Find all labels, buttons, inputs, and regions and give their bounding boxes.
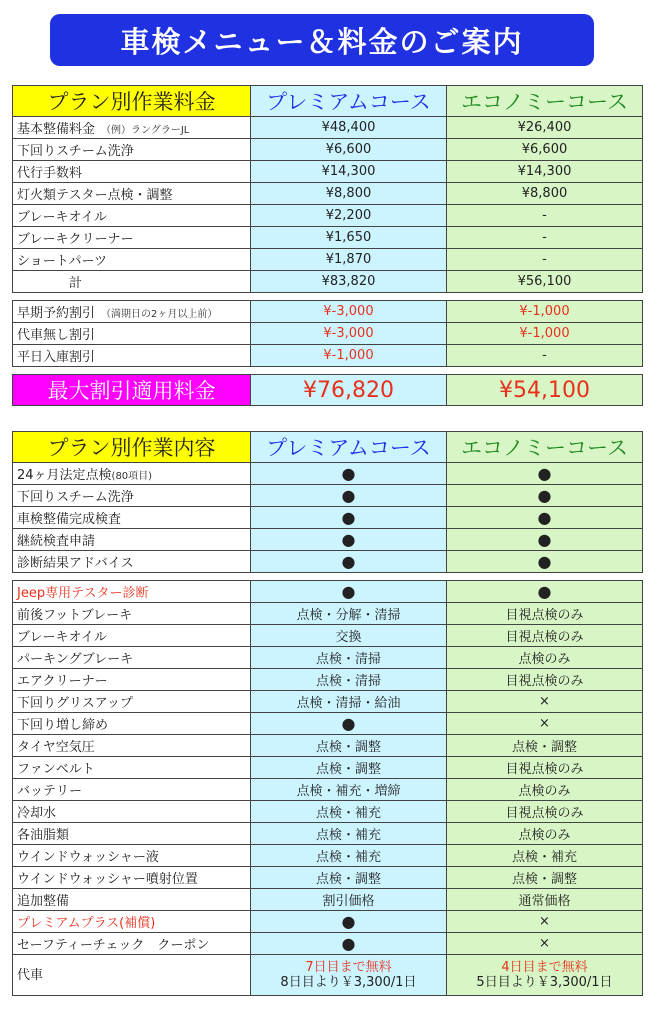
- loaner-car-row: [13, 955, 643, 996]
- table-row: [13, 139, 643, 161]
- economy-price: ¥8,800: [447, 183, 643, 205]
- premium-included-mark: ●: [251, 507, 447, 529]
- table-row: [13, 735, 643, 757]
- table-row: [13, 757, 643, 779]
- economy-value: 点検・調整: [447, 735, 643, 757]
- table-row: [13, 713, 643, 735]
- table-row: [13, 823, 643, 845]
- row-label: Jeep専用テスター診断: [13, 581, 251, 603]
- economy-price: -: [447, 249, 643, 271]
- premium-included-mark: ●: [251, 463, 447, 485]
- economy-included-mark: ●: [447, 507, 643, 529]
- table-row: [13, 779, 643, 801]
- row-label: ブレーキオイル: [13, 205, 251, 227]
- price-table-header: [13, 86, 643, 117]
- row-label: 基本整備料金 （例）ラングラーJL: [13, 117, 251, 139]
- premium-price: ¥8,800: [251, 183, 447, 205]
- row-label: 下回りスチーム洗浄: [13, 485, 251, 507]
- economy-value: 目視点検のみ: [447, 625, 643, 647]
- table-row: [13, 301, 643, 323]
- price-table: [12, 85, 643, 293]
- premium-price: ¥14,300: [251, 161, 447, 183]
- premium-value: 割引価格: [251, 889, 447, 911]
- row-label: エアクリーナー: [13, 669, 251, 691]
- row-label: ブレーキオイル: [13, 625, 251, 647]
- premium-price: ¥1,870: [251, 249, 447, 271]
- premium-value: 点検・補充・増締: [251, 779, 447, 801]
- table-row: [13, 603, 643, 625]
- premium-value: ●: [251, 581, 447, 603]
- premium-price: ¥2,200: [251, 205, 447, 227]
- row-label: 代行手数料: [13, 161, 251, 183]
- economy-value: 点検のみ: [447, 779, 643, 801]
- premium-discount: ¥-3,000: [251, 323, 447, 345]
- economy-included-mark: ●: [447, 529, 643, 551]
- table-row: [13, 551, 643, 573]
- table-row: [13, 183, 643, 205]
- row-label: セーフティーチェック クーポン: [13, 933, 251, 955]
- premium-value: 点検・調整: [251, 757, 447, 779]
- economy-total: ¥56,100: [447, 271, 643, 293]
- row-label: プレミアムプラス(補償): [13, 911, 251, 933]
- row-label: 継続検査申請: [13, 529, 251, 551]
- total-row: [13, 271, 643, 293]
- economy-value: 点検・調整: [447, 867, 643, 889]
- economy-value: ●: [447, 581, 643, 603]
- row-label: 下回り増し締め: [13, 713, 251, 735]
- header-premium: プレミアムコース: [251, 86, 447, 117]
- content-table-header: [13, 432, 643, 463]
- premium-value: ●: [251, 911, 447, 933]
- table-row: [13, 249, 643, 271]
- economy-included-mark: ●: [447, 485, 643, 507]
- premium-loaner-free: 7日目まで無料: [305, 960, 392, 975]
- premium-value: ●: [251, 933, 447, 955]
- max-discount-label: 最大割引適用料金: [13, 375, 251, 406]
- premium-loaner-car: [251, 955, 447, 996]
- max-discount-table: [12, 374, 643, 406]
- premium-value: 点検・清掃: [251, 669, 447, 691]
- economy-loaner-free: 4日目まで無料: [501, 960, 588, 975]
- premium-value: 点検・清掃・給油: [251, 691, 447, 713]
- economy-value: 点検のみ: [447, 647, 643, 669]
- row-label: 灯火類テスター点検・調整: [13, 183, 251, 205]
- table-row: [13, 507, 643, 529]
- premium-discount: ¥-3,000: [251, 301, 447, 323]
- premium-price: ¥6,600: [251, 139, 447, 161]
- table-row: [13, 529, 643, 551]
- table-row: [13, 161, 643, 183]
- table-row: [13, 463, 643, 485]
- economy-value: ×: [447, 713, 643, 735]
- row-label: タイヤ空気圧: [13, 735, 251, 757]
- row-label: 下回りスチーム洗浄: [13, 139, 251, 161]
- row-label: 早期予約割引 （満期日の2ヶ月以上前）: [13, 301, 251, 323]
- premium-price: ¥1,650: [251, 227, 447, 249]
- economy-value: 目視点検のみ: [447, 757, 643, 779]
- economy-value: 通常価格: [447, 889, 643, 911]
- row-label: ウインドウォッシャー噴射位置: [13, 867, 251, 889]
- economy-discount: ¥-1,000: [447, 323, 643, 345]
- premium-value: 点検・清掃: [251, 647, 447, 669]
- max-discount-economy: ¥54,100: [447, 375, 643, 406]
- table-row: [13, 581, 643, 603]
- economy-discount: ¥-1,000: [447, 301, 643, 323]
- row-label: 代車: [13, 955, 251, 996]
- total-label: 計: [13, 271, 251, 293]
- header-economy: エコノミーコース: [447, 432, 643, 463]
- table-row: [13, 485, 643, 507]
- row-label: 冷却水: [13, 801, 251, 823]
- row-label: 診断結果アドバイス: [13, 551, 251, 573]
- premium-included-mark: ●: [251, 485, 447, 507]
- table-row: [13, 911, 643, 933]
- row-label: 各油脂類: [13, 823, 251, 845]
- table-row: [13, 845, 643, 867]
- economy-value: ×: [447, 691, 643, 713]
- economy-loaner-car: [447, 955, 643, 996]
- table-row: [13, 691, 643, 713]
- row-label: パーキングブレーキ: [13, 647, 251, 669]
- discount-table: [12, 300, 643, 367]
- economy-price: ¥14,300: [447, 161, 643, 183]
- economy-value: 目視点検のみ: [447, 669, 643, 691]
- page-title: 車検メニュー＆料金のご案内: [50, 14, 594, 66]
- economy-value: ×: [447, 911, 643, 933]
- header-economy: エコノミーコース: [447, 86, 643, 117]
- table-row: [13, 889, 643, 911]
- row-label: 24ヶ月法定点検(80項目): [13, 463, 251, 485]
- table-row: [13, 345, 643, 367]
- premium-value: 点検・補充: [251, 801, 447, 823]
- table-row: [13, 205, 643, 227]
- table-row: [13, 117, 643, 139]
- table-row: [13, 867, 643, 889]
- economy-included-mark: ●: [447, 551, 643, 573]
- premium-value: 点検・補充: [251, 845, 447, 867]
- row-label: 下回りグリスアップ: [13, 691, 251, 713]
- row-label: 追加整備: [13, 889, 251, 911]
- content-table: [12, 431, 643, 573]
- economy-loaner-fee: 5日目より￥3,300/1日: [476, 975, 613, 990]
- economy-price: -: [447, 205, 643, 227]
- economy-value: 点検のみ: [447, 823, 643, 845]
- row-label: 前後フットブレーキ: [13, 603, 251, 625]
- premium-loaner-fee: 8日目より￥3,300/1日: [280, 975, 417, 990]
- premium-value: 点検・調整: [251, 735, 447, 757]
- premium-price: ¥48,400: [251, 117, 447, 139]
- premium-included-mark: ●: [251, 551, 447, 573]
- economy-discount: -: [447, 345, 643, 367]
- row-label: ファンベルト: [13, 757, 251, 779]
- premium-value: 点検・補充: [251, 823, 447, 845]
- economy-value: 点検・補充: [447, 845, 643, 867]
- row-label: 車検整備完成検査: [13, 507, 251, 529]
- premium-value: 点検・調整: [251, 867, 447, 889]
- row-label: ウインドウォッシャー液: [13, 845, 251, 867]
- premium-value: 交換: [251, 625, 447, 647]
- economy-price: ¥26,400: [447, 117, 643, 139]
- row-label: ブレーキクリーナー: [13, 227, 251, 249]
- table-row: [13, 323, 643, 345]
- header-label: プラン別作業料金: [13, 86, 251, 117]
- table-row: [13, 801, 643, 823]
- row-label: 代車無し割引: [13, 323, 251, 345]
- premium-value: ●: [251, 713, 447, 735]
- premium-included-mark: ●: [251, 529, 447, 551]
- row-label: ショートパーツ: [13, 249, 251, 271]
- economy-value: 目視点検のみ: [447, 603, 643, 625]
- economy-price: ¥6,600: [447, 139, 643, 161]
- max-discount-row: [13, 375, 643, 406]
- table-row: [13, 227, 643, 249]
- detail-table: [12, 580, 643, 996]
- economy-value: 目視点検のみ: [447, 801, 643, 823]
- header-label: プラン別作業内容: [13, 432, 251, 463]
- table-row: [13, 669, 643, 691]
- economy-included-mark: ●: [447, 463, 643, 485]
- premium-discount: ¥-1,000: [251, 345, 447, 367]
- table-row: [13, 647, 643, 669]
- economy-price: -: [447, 227, 643, 249]
- row-label: 平日入庫割引: [13, 345, 251, 367]
- premium-value: 点検・分解・清掃: [251, 603, 447, 625]
- table-row: [13, 625, 643, 647]
- premium-total: ¥83,820: [251, 271, 447, 293]
- header-premium: プレミアムコース: [251, 432, 447, 463]
- max-discount-premium: ¥76,820: [251, 375, 447, 406]
- economy-value: ×: [447, 933, 643, 955]
- row-label: バッテリー: [13, 779, 251, 801]
- table-row: [13, 933, 643, 955]
